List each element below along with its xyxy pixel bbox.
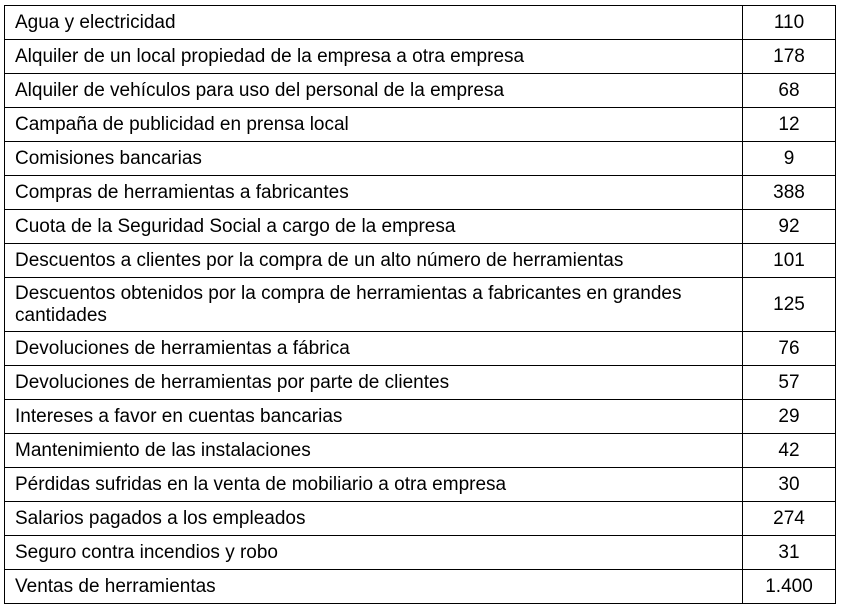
concept-cell: Intereses a favor en cuentas bancarias [5,400,743,434]
concept-cell: Seguro contra incendios y robo [5,536,743,570]
amount-cell: 76 [743,332,836,366]
table-row [5,40,836,74]
accounts-table [4,5,836,604]
amount-cell: 29 [743,400,836,434]
table-row [5,278,836,332]
amount-cell: 57 [743,366,836,400]
concept-cell: Alquiler de un local propiedad de la empresa a otra empresa [5,40,743,74]
concept-cell: Cuota de la Seguridad Social a cargo de la empresa [5,210,743,244]
concept-cell: Ventas de herramientas [5,570,743,604]
table-row [5,142,836,176]
table-row [5,108,836,142]
amount-cell: 30 [743,468,836,502]
table-row [5,176,836,210]
concept-cell: Compras de herramientas a fabricantes [5,176,743,210]
amount-cell: 125 [743,278,836,332]
table-row [5,570,836,604]
table-row [5,468,836,502]
table-row [5,536,836,570]
amount-cell: 110 [743,6,836,40]
concept-cell: Pérdidas sufridas en la venta de mobiliario a otra empresa [5,468,743,502]
amount-cell: 274 [743,502,836,536]
concept-cell: Alquiler de vehículos para uso del personal de la empresa [5,74,743,108]
table-row [5,434,836,468]
concept-cell: Devoluciones de herramientas a fábrica [5,332,743,366]
amount-cell: 101 [743,244,836,278]
amount-cell: 12 [743,108,836,142]
amount-cell: 9 [743,142,836,176]
concept-cell: Salarios pagados a los empleados [5,502,743,536]
table-row [5,244,836,278]
table-row [5,502,836,536]
table-row [5,400,836,434]
table-row [5,6,836,40]
table-row [5,74,836,108]
amount-cell: 68 [743,74,836,108]
concept-cell: Devoluciones de herramientas por parte de clientes [5,366,743,400]
amount-cell: 31 [743,536,836,570]
amount-cell: 42 [743,434,836,468]
amount-cell: 388 [743,176,836,210]
concept-cell: Mantenimiento de las instalaciones [5,434,743,468]
concept-cell: Agua y electricidad [5,6,743,40]
amount-cell: 1.400 [743,570,836,604]
concept-cell: Campaña de publicidad en prensa local [5,108,743,142]
table-row [5,210,836,244]
table-row [5,366,836,400]
amount-cell: 92 [743,210,836,244]
concept-cell: Comisiones bancarias [5,142,743,176]
accounts-table-body [5,6,836,604]
amount-cell: 178 [743,40,836,74]
concept-cell: Descuentos a clientes por la compra de un alto número de herramientas [5,244,743,278]
concept-cell: Descuentos obtenidos por la compra de herramientas a fabricantes en grandes cantidades [5,278,743,332]
table-row [5,332,836,366]
